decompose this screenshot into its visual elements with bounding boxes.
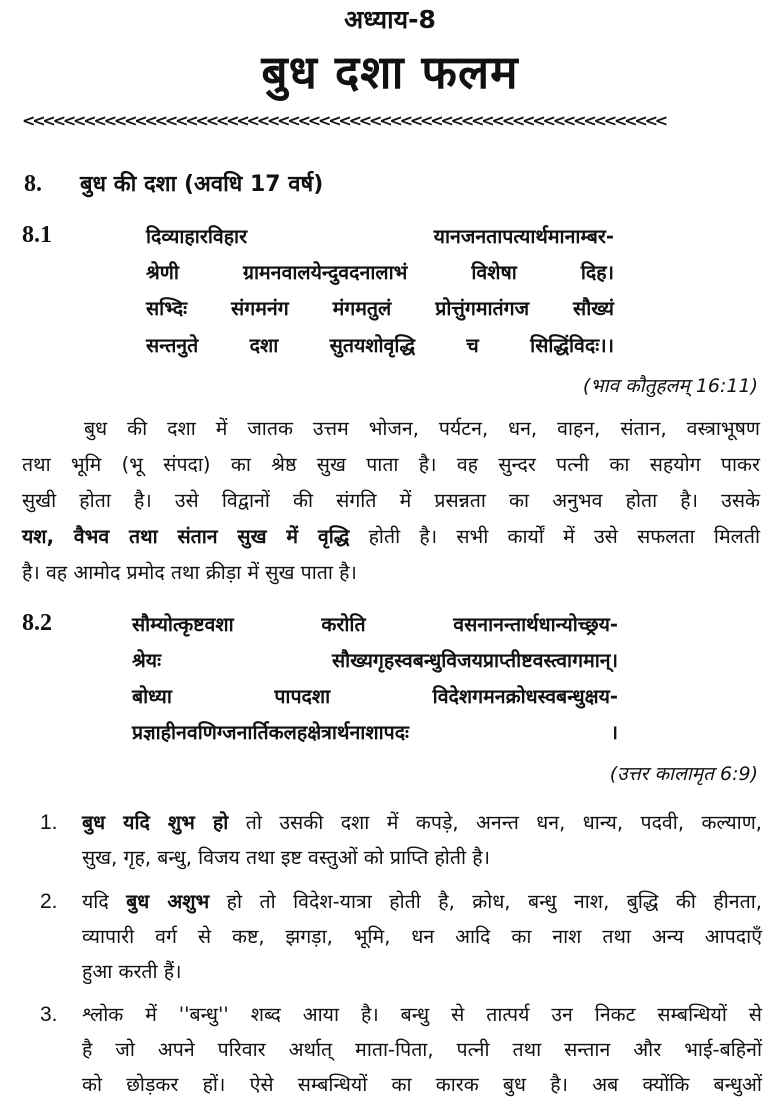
bold-phrase: यश, वैभव तथा संतान सुख में वृद्धि (22, 525, 350, 548)
verse-line: श्रेणी ग्रामनवालयेन्दुवदनालाभं विशेषा दिह। (146, 261, 614, 284)
verse-reference: (भाव कौतुहलम् 16:11) (582, 375, 758, 397)
chapter-title: बुध दशा फलम (261, 45, 519, 99)
commentary-paragraph: बुध की दशा में जातक उत्तम भोजन, पर्यटन, धन, वाहन, संतान, वस्त्राभूषण तथा भूमि (भू संपदा) का श्रेष्ठ सुख पाता है। वह सुन्दर पत्नी का सहयोग पाकर सुखी होता है। उसे विद्वानों की संगति में प्रसन्नता का अनुभव होता है। उसके यश, वैभव तथा संतान सुख में वृद्धि होती है। सभी कार्यों में उसे सफलता मिलती है। वह आमोद प्रमोद तथा क्रीड़ा में सुख पाता है। (22, 417, 761, 584)
section-number: 8. (24, 171, 42, 197)
verse-line: श्रेयः सौख्यगृहस्वबन्धुविजयप्राप्तीष्टवस्त्वागमान्। (132, 649, 618, 672)
section-title: बुध की दशा (अवधि 17 वर्ष) (80, 172, 324, 197)
bold-phrase: बुध यदि शुभ हो (82, 811, 229, 834)
bold-phrase: बुध अशुभ (126, 890, 210, 913)
chapter-number: अध्याय-8 (344, 5, 436, 34)
list-marker: 2. (40, 890, 58, 913)
verse-line: सौम्योत्कृष्टवशा करोति वसनानन्तार्थधान्योच्छ्रय- (132, 613, 618, 636)
verse-number: 8.1 (22, 222, 52, 248)
verse-line: बोध्या पापदशा विदेशगमनक्रोधस्वबन्धुक्षय- (132, 685, 618, 708)
list-marker: 1. (40, 811, 58, 834)
list-item: 2. यदि बुध अशुभ हो तो विदेश-यात्रा होती है, क्रोध, बन्धु नाश, बुद्धि की हीनता, व्यापारी वर्ग से कष्ट, झगड़ा, भूमि, धन आदि का नाश तथा अन्य आपदाएँ हुआ करती हैं। (40, 884, 762, 989)
verse-number: 8.2 (22, 610, 52, 636)
list-item: 3. श्लोक में ''बन्धु'' शब्द आया है। बन्धु से तात्पर्य उन निकट सम्बन्धियों से है जो अपने परिवार अर्थात् माता-पिता, पत्नी तथा सन्तान और भाई-बहिनों को छोड़कर हों। ऐसे सम्बन्धियों का कारक बुध है। अब क्योंकि बन्धुओं (40, 997, 762, 1102)
verse-line: दिव्याहारविहार यानजनतापत्यार्थमानाम्बर- (146, 225, 614, 248)
section-heading (24, 168, 323, 198)
list-marker: 3. (40, 1003, 58, 1026)
verse-reference: (उत्तर कालामृत 6:9) (609, 763, 758, 785)
verse-line: सभ्दिः संगमनंग मंगमतुलं प्रोत्तुंगमातंगज सौख्यं (146, 297, 614, 320)
list-item: 1. बुध यदि शुभ हो तो उसकी दशा में कपड़े, अनन्त धन, धान्य, पदवी, कल्याण, सुख, गृह, बन्धु, विजय तथा इष्ट वस्तुओं को प्राप्ति होती है। (40, 805, 762, 875)
verse-line: प्रज्ञाहीनवणिग्जनार्तिकलहक्षेत्रार्थनाशापदः । (132, 721, 618, 744)
ornamental-divider: <<<<<<<<<<<<<<<<<<<<<<<<<<<<<<<<<<<<<<<<<<<<<<<<<<<<<<<<<<<<<<< (22, 111, 665, 130)
verse-line: सन्तनुते दशा सुतयशोवृद्धि च सिद्धिंविदः।। (146, 334, 614, 357)
